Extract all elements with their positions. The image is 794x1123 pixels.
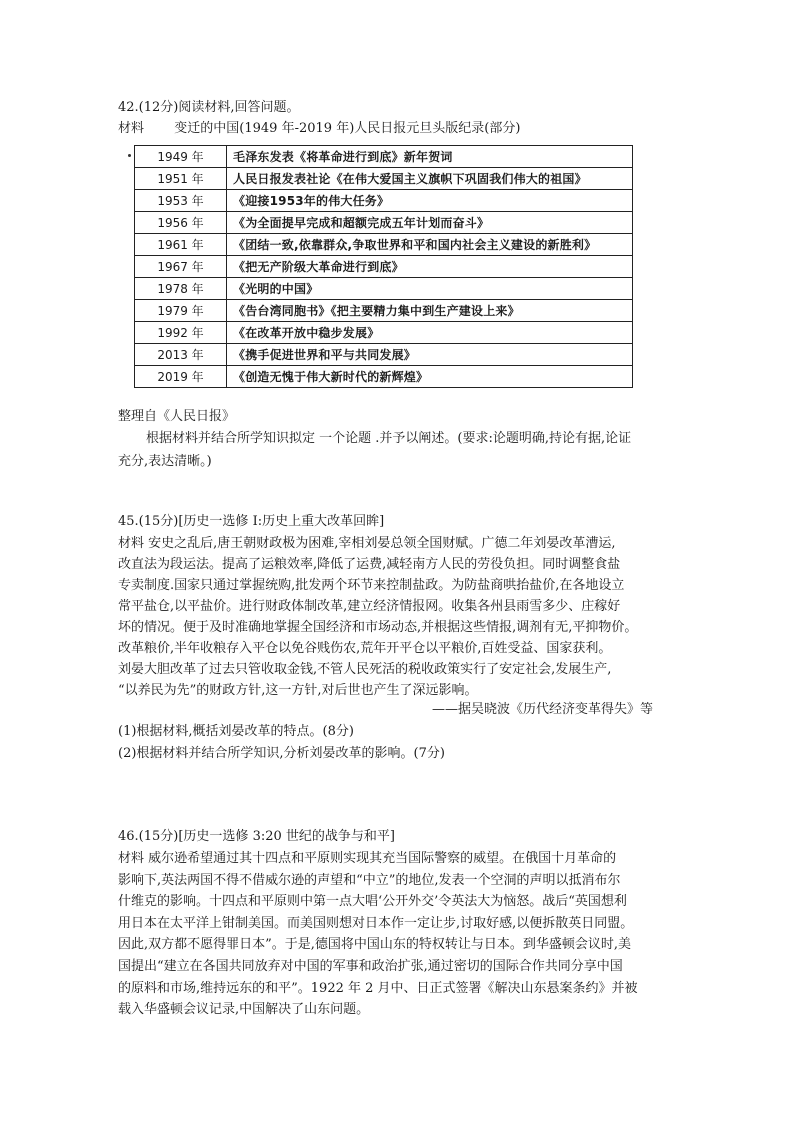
- material-line: 因此,双方都不愿得罪日本”。于是,德国将中国山东的特权转让与日本。到华盛顿会议时,美: [118, 937, 632, 953]
- material-line: 改革粮价,半年收粮存入平仓以免谷贱伤农,荒年开平仓以平粮价,百姓受益、国家获利。: [118, 641, 612, 656]
- material-line: 常平盐仓,以平盐价。进行财政体制改革,建立经济情报网。收集各州县雨雪多少、庄稼好: [118, 599, 621, 614]
- q42-material-title: 变迁的中国(1949 年-2019 年)人民日报元旦头版纪录(部分): [174, 121, 521, 136]
- q45-heading: 45.(15分)[历史一选修 I:历史上重大改革回眸]: [118, 514, 385, 529]
- material-line: 的原料和市场,维持远东的和平”。1922 年 2 月中、日正式签署《解决山东悬案条约》并被: [118, 980, 638, 996]
- headline-cell: 毛泽东发表《将革命进行到底》新年贺词: [227, 146, 633, 168]
- material-line: 国提出“建立在各国共同放弃对中国的军事和政治扩张,通过密切的国际合作共同分享中国: [118, 959, 623, 974]
- table-row: [135, 322, 633, 344]
- table-row: [135, 234, 633, 256]
- headline-cell: 《为全面提早完成和超额完成五年计划而奋斗》: [227, 212, 633, 234]
- material-line: 材料 威尔逊希望通过其十四点和平原则实现其充当国际警察的威望。在俄国十月革命的: [118, 851, 617, 866]
- q45-citation: ——据吴晓波《历代经济变革得失》等: [432, 702, 654, 717]
- year-cell: 1967 年: [135, 256, 227, 278]
- material-line: 影响下,英法两国不得不借威尔逊的声望和“中立”的地位,发表一个空洞的声明以抵消布尔: [118, 872, 621, 888]
- headline-cell: 人民日报发表社论《在伟大爱国主义旗帜下巩固我们伟大的祖国》: [227, 168, 633, 190]
- headline-cell: 《光明的中国》: [227, 278, 633, 300]
- q42-prompt-line1: 根据材料并结合所学知识拟定 一个论题 .并予以阐述。(要求:论题明确,持论有据,论证: [146, 431, 632, 446]
- material-line: 什维克的影响。十四点和平原则中第一点大唱‘公开外交’令英法大为恼怒。战后“英国想利: [118, 894, 627, 910]
- table-row: [135, 366, 633, 388]
- material-line: “以养民为先”的财政方针,这一方针,对后世也产生了深远影响。: [118, 683, 478, 698]
- table-row: [135, 146, 633, 168]
- scan-dot: [128, 154, 131, 157]
- headline-table: [134, 145, 633, 388]
- q45-subquestion-2: (2)根据材料并结合所学知识,分析刘晏改革的影响。(7分): [118, 746, 445, 761]
- year-cell: 1956 年: [135, 212, 227, 234]
- material-line: 改直法为段运法。提高了运粮效率,降低了运费,减轻南方人民的劳役负担。同时调整食盐: [118, 557, 621, 572]
- table-row: [135, 278, 633, 300]
- q42-source: 整理自《人民日报》: [118, 409, 236, 424]
- year-cell: 1961 年: [135, 234, 227, 256]
- year-cell: 1951 年: [135, 168, 227, 190]
- year-cell: 1992 年: [135, 322, 227, 344]
- q42-material-label: 材料: [118, 121, 145, 136]
- year-cell: 2013 年: [135, 344, 227, 366]
- headline-cell: 《把无产阶级大革命进行到底》: [227, 256, 633, 278]
- table-row: [135, 168, 633, 190]
- q46-heading: 46.(15分)[历史一选修 3:20 世纪的战争与和平]: [118, 829, 395, 844]
- headline-cell: 《告台湾同胞书》《把主要精力集中到生产建设上来》: [227, 300, 633, 322]
- table-row: [135, 344, 633, 366]
- year-cell: 1953 年: [135, 190, 227, 212]
- material-line: 刘晏大胆改革了过去只管收取金钱,不管人民死活的税收政策实行了安定社会,发展生产,: [118, 662, 612, 677]
- table-row: [135, 212, 633, 234]
- q42-prompt-line2: 充分,表达清晰。): [118, 454, 212, 469]
- material-line: 专卖制度.国家只通过掌握统购,批发两个环节来控制盐政。为防盐商哄抬盐价,在各地设立: [118, 578, 625, 593]
- headline-cell: 《在改革开放中稳步发展》: [227, 322, 633, 344]
- headline-cell: 《创造无愧于伟大新时代的新辉煌》: [227, 366, 633, 388]
- headline-cell: 《携手促进世界和平与共同发展》: [227, 344, 633, 366]
- year-cell: 1979 年: [135, 300, 227, 322]
- material-line: 用日本在太平洋上钳制美国。而美国则想对日本作一定让步,讨取好感,以便拆散英日同盟。: [118, 915, 634, 931]
- table-row: [135, 300, 633, 322]
- q42-material-line: [118, 118, 520, 140]
- headline-cell: 《迎接1953年的伟大任务》: [227, 190, 633, 212]
- year-cell: 2019 年: [135, 366, 227, 388]
- material-line: 坏的情况。便于及时准确地掌握全国经济和市场动态,并根据这些情报,调剂有无,平抑物价。: [118, 620, 638, 635]
- material-line: 材料 安史之乱后,唐王朝财政极为困难,宰相刘晏总领全国财赋。广德二年刘晏改革漕运,: [118, 536, 616, 551]
- year-cell: 1978 年: [135, 278, 227, 300]
- table-row: [135, 256, 633, 278]
- q45-subquestion-1: (1)根据材料,概括刘晏改革的特点。(8分): [118, 724, 354, 739]
- table-row: [135, 190, 633, 212]
- headline-cell: 《团结一致,依靠群众,争取世界和平和国内社会主义建设的新胜利》: [227, 234, 633, 256]
- material-line: 载入华盛顿会议记录,中国解决了山东问题。: [118, 1002, 370, 1018]
- q42-heading: 42.(12分)阅读材料,回答问题。: [118, 100, 300, 115]
- year-cell: 1949 年: [135, 146, 227, 168]
